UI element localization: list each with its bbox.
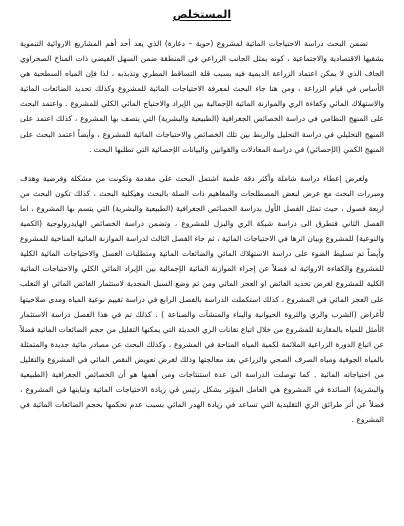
abstract-paragraph-1: تضمن البحث دراسة الاحتياجات المائية لمشروع (حوية – دغارة) الذي يعد أحد أهم المشاريع الاروائية التنموية بشقيها الاقتصادية والاجتماعية ، كونه يمثل الجانب الزراعي في المنطقة ضمن السهل الفيضي ذات المناخ الصحراوي الجاف الذي لا يمكن اعتماد الزراعة الديمية فيه بسبب قلة التساقط المطري وتذبذبه ، لذا فإن المياه السطحية هي الأساس في قيام الزراعة ، ومن هنا جاء البحث لمعرفة الاحتياجات المائية للمشروع وكذلك تحديد الضائعات المائية والاستهلاك المائي وكفاءة الري والموازنة المائية الإجمالية بين الإيراد والاحتياج المائي الكلي للمشروع . واعتمد البحث على المنهج النظامي في دراسة الخصائص الجغرافية (الطبيعية والبشرية) التي يتصف بها المشروع ، كذلك اعتمد على المنهج التحليلي في دراسة التحليل والربط بين تلك الخصائص والاحتياجات المائية للمشروع ، وأيضاً اعتمد البحث على المنهج الكمي (الإحصائي) في دراسة المعادلات والقوانين والبيانات الإحصائية التي تطلبها البحث . <box>20 39 384 154</box>
abstract-title: المستخلص <box>172 8 232 21</box>
abstract-paragraph-2: ولغرض إعطاء دراسة شاملة وأكثر دقة علمية اشتمل البحث على مقدمة وتكونت من مشكلة وفرضية وهدف ومبررات البحث مع عرض لبعض المصطلحات والمفاهيم ذات الصلة بالبحث وهيكلية البحث ، كذلك تكون البحث من اربعة فصول ، حيث تمثل الفصل الأول بدراسة الخصائص الجغرافية (الطبيعية والبشرية) التي يتسم بها المشروع ، اما الفصل الثاني فتطرق الى دراسة شبكة الري والبزل للمشروع ، وتضمن دراسة الخصائص الهايدرولوجية (الكمية والنوعية) للمشروع وبيان اثرها في الاحتياجات المائية ، ثم جاء الفصل الثالث لدراسة الموازنة المائية المناخية للمشروع وأيضاً تم تسليط الضوء على دراسة الاستهلاك المائي والضائعات المائية ومتطلبات الغسل والاحتياجات المائية الكلية للمشروع والكفاءة الاروائية له فضلاً عن إجراء الموازنة المائية الإجمالية بين الإيراد المائي الكلي والاحتياجات المائية الكلية للمشروع لغرض تحديد الفائض او العجز المائي ومن ثم وضع السبل المجدية لاستثمار الفائض المائي او التغلب على العجز المائي في المشروع ، كذلك استكملت الدراسة بالفصل الرابع في دراسة تقييم نوعية المياه ومدى صلاحيتها لأغراض (الشرب والري والثروة الحيوانية والبناء والمنشآت والصناعة ) . كذلك تم في هذا الفصل دراسة الاستثمار الأمثل للمياه بالمقارنة للمشروع من خلال اتباع تقانات الري الحديثة التي يمكنها التقليل من حجم الضائعات المائية فضلاً عن اتباع الدورة الزراعية الملائمة لكمية المياه المتاحة في المشروع ، وكذلك البحث عن مصادر مائية جديدة والمتمثلة بالمياه الجوفية ومياه الصرف الصحي والزراعي بعد معالجتها وذلك لغرض تعويض النقص المائي في المشروع والتقليل من احتياجاته المائية . كما توصلت الدراسة الى عدة استنتاجات ومن أهمها هو أن الخصائص الجغرافية (الطبيعية والبشرية) السائدة في المشروع هي العامل المؤثر بشكل رئيس في زيادة الاحتياجات المائية وتباينها في المشروع ، فضلاً عن أثر طرائق الري التقليدية التي تساعد في زيادة الهدر المائي بسبب عدم تحكمها بحجم الضائعات المائية في المشروع . <box>20 173 384 425</box>
